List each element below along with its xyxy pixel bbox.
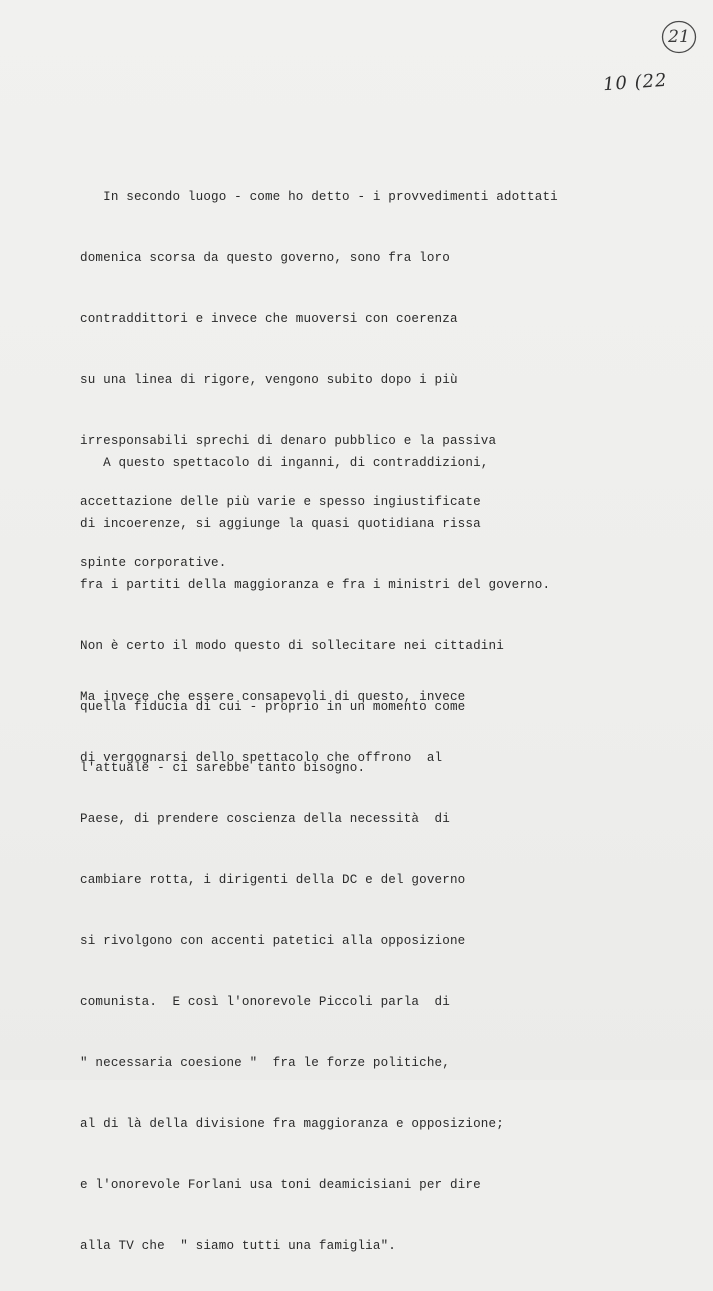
text-line: cambiare rotta, i dirigenti della DC e del governo	[80, 873, 466, 887]
text-line: spinte corporative.	[80, 556, 227, 570]
text-line: fra i partiti della maggioranza e fra i ministri del governo.	[80, 578, 551, 592]
text-line: comunista. E così l'onorevole Piccoli parla di	[80, 995, 450, 1009]
text-line: " necessaria coesione " fra le forze politiche,	[80, 1056, 450, 1070]
text-line: su una linea di rigore, vengono subito dopo i più	[80, 373, 458, 387]
handwritten-note: 10 (22	[602, 69, 669, 96]
text-line: A questo spettacolo di inganni, di contraddizioni,	[80, 456, 489, 470]
text-line: irresponsabili sprechi di denaro pubblico e la passiva	[80, 434, 497, 448]
page-number-stamp	[660, 18, 698, 56]
text-line: accettazione delle più varie e spesso ingiustificate	[80, 495, 481, 509]
text-line: alla TV che " siamo tutti una famiglia".	[80, 1239, 397, 1253]
text-line: domenica scorsa da questo governo, sono fra loro	[80, 251, 450, 265]
text-line: Ma invece che essere consapevoli di questo, invece	[80, 690, 466, 704]
text-line: al di là della divisione fra maggioranza e opposizione;	[80, 1117, 504, 1131]
text-line: e l'onorevole Forlani usa toni deamicisiani per dire	[80, 1178, 481, 1192]
text-line: l'attuale - ci sarebbe tanto bisogno.	[80, 761, 366, 775]
text-line: di incoerenze, si aggiunge la quasi quotidiana rissa	[80, 517, 481, 531]
paragraph-3	[80, 653, 504, 1291]
text-line: Non è certo il modo questo di sollecitare nei cittadini	[80, 639, 504, 653]
text-line: Paese, di prendere coscienza della necessità di	[80, 812, 450, 826]
text-line: contraddittori e invece che muoversi con coerenza	[80, 312, 458, 326]
text-line: quella fiducia di cui - proprio in un momento come	[80, 700, 466, 714]
text-line: di vergognarsi dello spettacolo che offrono al	[80, 751, 443, 765]
page-number: 21	[668, 27, 690, 47]
text-line: In secondo luogo - come ho detto - i provvedimenti adottati	[80, 190, 558, 204]
text-line: si rivolgono con accenti patetici alla opposizione	[80, 934, 466, 948]
